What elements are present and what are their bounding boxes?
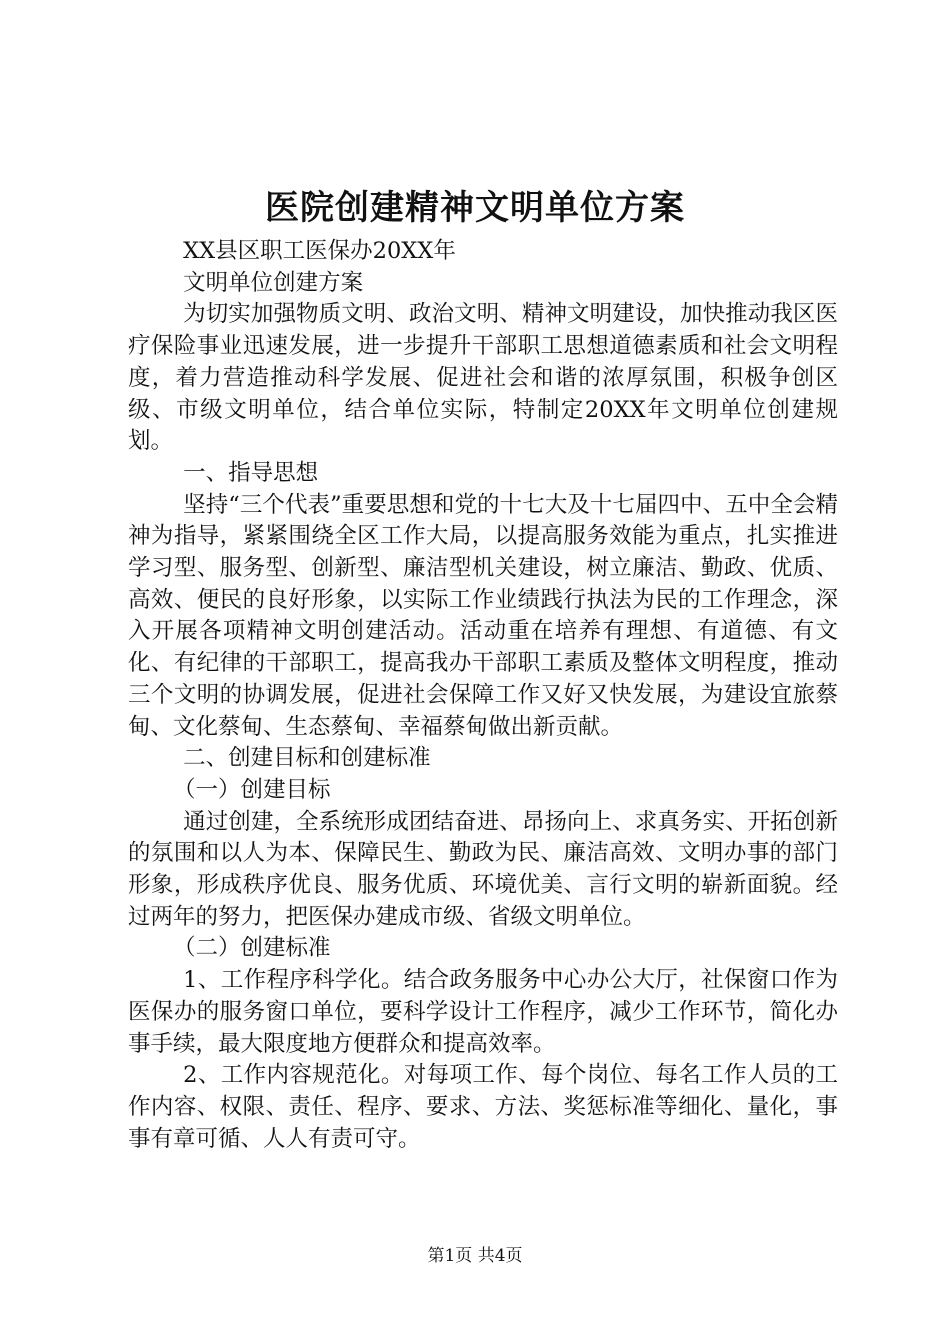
document-title: 医院创建精神文明单位方案 — [265, 188, 685, 228]
subsection-heading: （二）创建标准 — [173, 935, 331, 962]
paragraph: 坚持“三个代表”重要思想和党的十七大及十七届四中、五中全会精神为指导，紧紧围绕全区工作大局，以提高服务效能为重点，扎实推进学习型、服务型、创新型、廉洁型机关建设，树立廉洁、勤政、优质、高效、便民的良好形象，以实际工作业绩践行执法为民的工作理念，深入开展各项精神文明创建活动。活动重在培养有理想、有道德、有文化、有纪律的干部职工，提高我办干部职工素质及整体文明程度，推动三个文明的协调发展，促进社会保障工作又好又快发展，为建设宜旅蔡甸、文化蔡甸、生态蔡甸、幸福蔡甸做出新贡献。 — [128, 491, 838, 740]
paragraph: 文明单位创建方案 — [183, 269, 364, 296]
page-footer: 第1页 共4页 — [427, 1246, 523, 1266]
document-body — [128, 236, 838, 1155]
paragraph: 2、工作内容规范化。对每项工作、每个岗位、每名工作人员的工作内容、权限、责任、程序、要求、方法、奖惩标准等细化、量化，事事有章可循、人人有责可守。 — [128, 1062, 838, 1152]
section-heading: 一、指导思想 — [183, 459, 319, 486]
section-heading: 二、创建目标和创建标准 — [183, 745, 431, 772]
subsection-heading: （一）创建目标 — [173, 776, 331, 803]
paragraph: XX县区职工医保办20XX年 — [183, 238, 456, 264]
paragraph: 通过创建，全系统形成团结奋进、昂扬向上、求真务实、开拓创新的氛围和以人为本、保障民生、勤政为民、廉洁高效、文明办事的部门形象，形成秩序优良、服务优质、环境优美、言行文明的崭新面貌。经过两年的努力，把医保办建成市级、省级文明单位。 — [128, 808, 838, 930]
paragraph: 为切实加强物质文明、政治文明、精神文明建设，加快推动我区医疗保险事业迅速发展，进一步提升干部职工思想道德素质和社会文明程度，着力营造推动科学发展、促进社会和谐的浓厚氛围，积极争创区级、市级文明单位，结合单位实际，特制定20XX年文明单位创建规划。 — [128, 301, 838, 455]
paragraph: 1、工作程序科学化。结合政务服务中心办公大厅，社保窗口作为医保办的服务窗口单位，要科学设计工作程序，减少工作环节，简化办事手续，最大限度地方便群众和提高效率。 — [128, 967, 838, 1057]
